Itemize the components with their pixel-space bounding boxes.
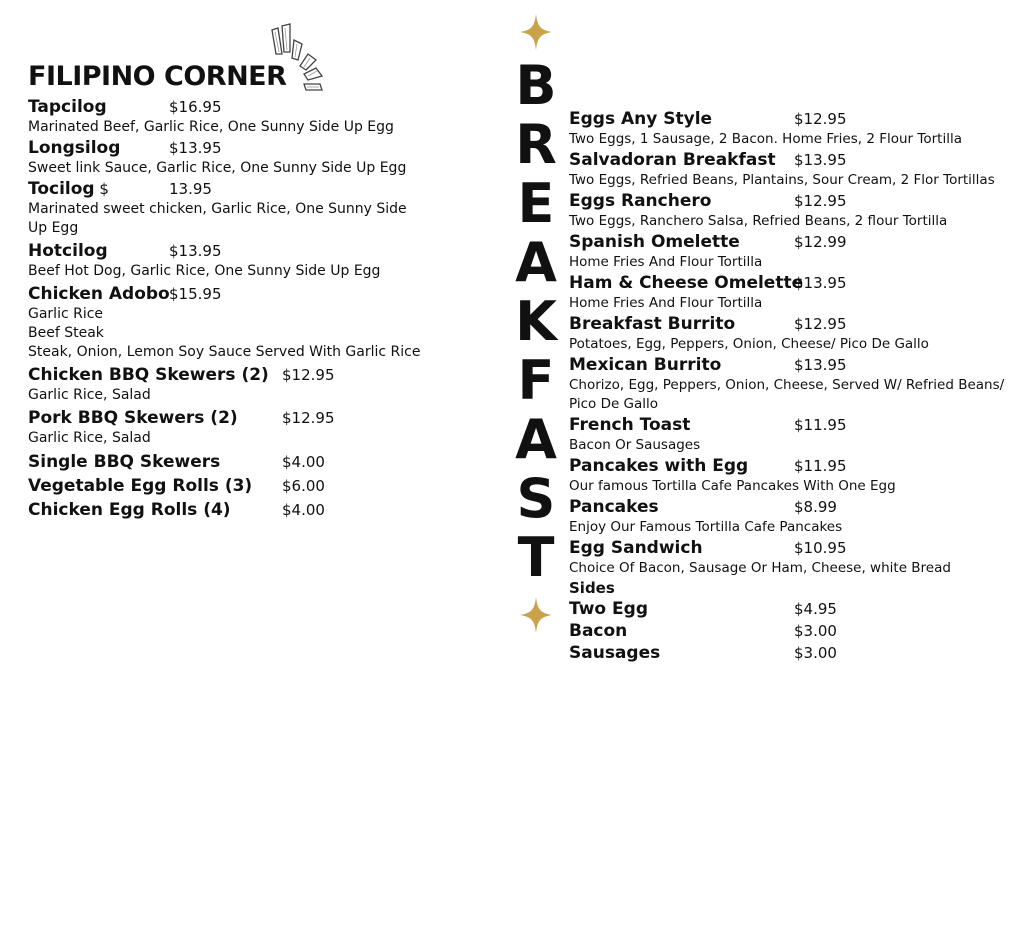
breakfast-letter: A bbox=[515, 231, 557, 294]
breakfast-letter: K bbox=[515, 290, 557, 353]
item-name: Single BBQ Skewers bbox=[28, 452, 221, 472]
item-description: Home Fries And Flour Tortilla bbox=[569, 254, 763, 270]
item-price: $10.95 bbox=[794, 539, 847, 557]
item-description: Two Eggs, Ranchero Salsa, Refried Beans, 2 flour Tortilla bbox=[569, 213, 948, 229]
item-price: $4.00 bbox=[282, 453, 325, 471]
item-name: Longsilog bbox=[28, 138, 121, 158]
item-price: $15.95 bbox=[169, 285, 222, 303]
item-name: Salvadoran Breakfast bbox=[569, 150, 776, 170]
menu-item bbox=[569, 455, 1019, 496]
item-name: Two Egg bbox=[569, 599, 648, 619]
item-description: Our famous Tortilla Cafe Pancakes With One Egg bbox=[569, 478, 896, 494]
item-description: Marinated Beef, Garlic Rice, One Sunny Side Up Egg bbox=[28, 119, 394, 135]
item-name: Eggs Any Style bbox=[569, 109, 713, 129]
menu-item bbox=[28, 283, 448, 362]
menu-item bbox=[28, 178, 448, 238]
item-price: $12.95 bbox=[794, 315, 847, 333]
item-description: Two Eggs, 1 Sausage, 2 Bacon. Home Fries, 2 Flour Tortilla bbox=[569, 131, 962, 147]
menu-item bbox=[28, 451, 448, 473]
item-name: Breakfast Burrito bbox=[569, 314, 736, 334]
menu-item bbox=[28, 407, 448, 448]
item-price: $12.95 bbox=[794, 110, 847, 128]
item-price: $6.00 bbox=[282, 477, 325, 495]
section-title: FILIPINO CORNER bbox=[28, 61, 287, 92]
sides-heading: Sides bbox=[569, 579, 615, 597]
item-price: $4.00 bbox=[282, 501, 325, 519]
item-name: Vegetable Egg Rolls (3) bbox=[28, 476, 253, 496]
item-name: Eggs Ranchero bbox=[569, 191, 712, 211]
item-name: Pork BBQ Skewers (2) bbox=[28, 408, 238, 428]
item-description: Chorizo, Egg, Peppers, Onion, Cheese, Served W/ Refried Beans/ Pico De Gallo bbox=[569, 377, 1005, 412]
item-name bbox=[28, 178, 448, 200]
breakfast-letter: E bbox=[517, 172, 555, 235]
breakfast-letter: F bbox=[517, 349, 555, 412]
breakfast-letter: A bbox=[515, 408, 557, 471]
sun-rays-icon bbox=[264, 20, 338, 96]
breakfast-letter: B bbox=[515, 54, 557, 117]
item-price: $3.00 bbox=[794, 622, 837, 640]
item-price: $13.95 bbox=[794, 274, 847, 292]
item-name: Spanish Omelette bbox=[569, 232, 740, 252]
item-name: French Toast bbox=[569, 415, 691, 435]
item-name: Chicken Adobo bbox=[28, 284, 170, 304]
item-price: $13.95 bbox=[794, 356, 847, 374]
breakfast-section bbox=[569, 108, 1019, 664]
item-price: $11.95 bbox=[794, 457, 847, 475]
item-name: Hotcilog bbox=[28, 241, 108, 261]
item-price: $12.99 bbox=[794, 233, 847, 251]
breakfast-letter: S bbox=[516, 467, 556, 530]
item-description: Steak, Onion, Lemon Soy Sauce Served With Garlic Rice bbox=[28, 344, 421, 360]
menu-item bbox=[569, 354, 1019, 414]
menu-item bbox=[28, 364, 448, 405]
side-item bbox=[569, 598, 1019, 620]
menu-item bbox=[569, 313, 1019, 354]
item-name-suffix: $ bbox=[94, 180, 109, 198]
filipino-corner-logo bbox=[28, 20, 448, 96]
star-ornament-icon bbox=[518, 595, 554, 635]
item-name: Mexican Burrito bbox=[569, 355, 722, 375]
menu-item bbox=[569, 537, 1019, 578]
item-name: Bacon bbox=[569, 621, 628, 641]
item-description: Potatoes, Egg, Peppers, Onion, Cheese/ Pico De Gallo bbox=[569, 336, 929, 352]
item-price: $12.95 bbox=[282, 409, 335, 427]
item-name: Ham & Cheese Omelette bbox=[569, 273, 804, 293]
item-description: Bacon Or Sausages bbox=[569, 437, 701, 453]
breakfast-letters bbox=[508, 56, 564, 587]
item-description: Beef Steak bbox=[28, 325, 104, 341]
item-price: $16.95 bbox=[169, 98, 222, 116]
item-name: Chicken BBQ Skewers (2) bbox=[28, 365, 269, 385]
item-name: Pancakes with Egg bbox=[569, 456, 749, 476]
menu-item bbox=[28, 475, 448, 497]
menu-item bbox=[28, 499, 448, 521]
item-name-text: Tocilog bbox=[28, 179, 95, 199]
item-description: Enjoy Our Famous Tortilla Cafe Pancakes bbox=[569, 519, 843, 535]
menu-item bbox=[569, 414, 1019, 455]
item-price: $12.95 bbox=[282, 366, 335, 384]
item-price: $13.95 bbox=[794, 151, 847, 169]
item-description: Home Fries And Flour Tortilla bbox=[569, 295, 763, 311]
item-description: Choice Of Bacon, Sausage Or Ham, Cheese, white Bread bbox=[569, 560, 951, 576]
item-price: $13.95 bbox=[169, 139, 222, 157]
item-description: Marinated sweet chicken, Garlic Rice, One Sunny Side Up Egg bbox=[28, 201, 407, 236]
menu-item bbox=[569, 272, 1019, 313]
item-description: Garlic Rice, Salad bbox=[28, 387, 151, 403]
item-description: Garlic Rice, Salad bbox=[28, 430, 151, 446]
item-name: Sausages bbox=[569, 643, 661, 663]
item-price: $12.95 bbox=[794, 192, 847, 210]
item-description: Two Eggs, Refried Beans, Plantains, Sour Cream, 2 Flor Tortillas bbox=[569, 172, 995, 188]
item-price: $11.95 bbox=[794, 416, 847, 434]
item-name: Tapcilog bbox=[28, 97, 107, 117]
item-price: 13.95 bbox=[169, 180, 212, 198]
star-ornament-icon bbox=[518, 12, 554, 52]
item-price: $8.99 bbox=[794, 498, 837, 516]
item-price: $3.00 bbox=[794, 644, 837, 662]
menu-item bbox=[569, 231, 1019, 272]
item-price: $4.95 bbox=[794, 600, 837, 618]
item-name: Pancakes bbox=[569, 497, 659, 517]
menu-item bbox=[28, 240, 448, 281]
breakfast-vertical-heading bbox=[508, 12, 564, 635]
menu-item bbox=[569, 190, 1019, 231]
breakfast-letter: T bbox=[517, 526, 555, 589]
menu-item bbox=[569, 108, 1019, 149]
filipino-corner-section bbox=[28, 20, 448, 521]
menu-item bbox=[569, 149, 1019, 190]
side-item bbox=[569, 620, 1019, 642]
item-price: $13.95 bbox=[169, 242, 222, 260]
item-description: Garlic Rice bbox=[28, 306, 104, 322]
menu-item bbox=[28, 96, 448, 137]
menu-item bbox=[28, 137, 448, 178]
item-name: Egg Sandwich bbox=[569, 538, 703, 558]
menu-item bbox=[569, 496, 1019, 537]
item-name: Chicken Egg Rolls (4) bbox=[28, 500, 231, 520]
breakfast-letter: R bbox=[515, 113, 557, 176]
item-description: Sweet link Sauce, Garlic Rice, One Sunny Side Up Egg bbox=[28, 160, 407, 176]
side-item bbox=[569, 642, 1019, 664]
item-description: Beef Hot Dog, Garlic Rice, One Sunny Side Up Egg bbox=[28, 263, 381, 279]
